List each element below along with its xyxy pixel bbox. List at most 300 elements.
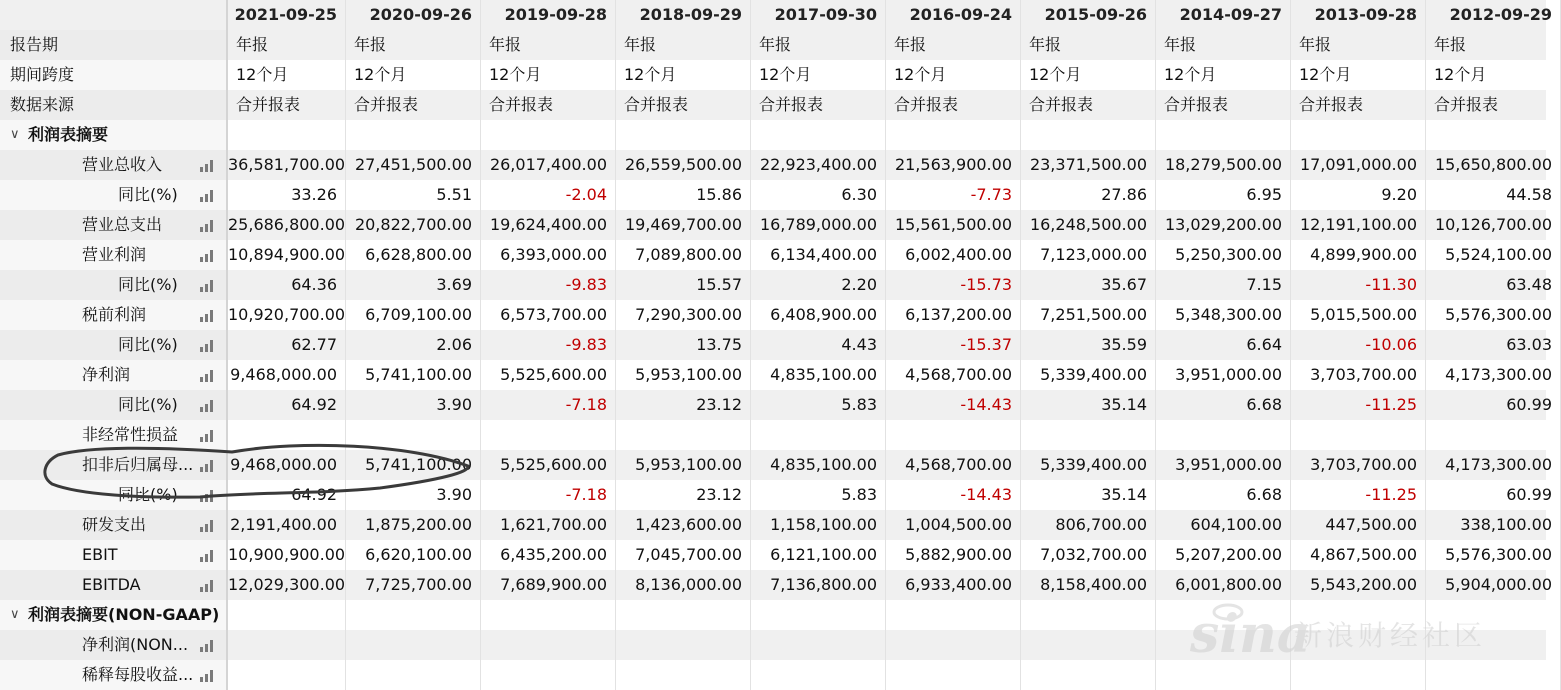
column-header-date[interactable]: 2012-09-29 bbox=[1426, 0, 1561, 30]
table-cell bbox=[481, 420, 616, 450]
table-cell bbox=[481, 600, 616, 630]
table-cell: -11.25 bbox=[1291, 480, 1426, 510]
row-label[interactable] bbox=[0, 150, 228, 180]
table-cell: 年报 bbox=[886, 30, 1021, 60]
row-label[interactable] bbox=[0, 540, 228, 570]
column-header-date[interactable]: 2021-09-25 bbox=[228, 0, 346, 30]
table-cell bbox=[886, 630, 1021, 660]
chevron-down-icon[interactable]: ∨ bbox=[10, 607, 20, 622]
table-cell: 25,686,800.00 bbox=[228, 210, 346, 240]
table-row bbox=[0, 300, 1552, 330]
table-cell: 6,709,100.00 bbox=[346, 300, 481, 330]
table-cell: 4,867,500.00 bbox=[1291, 540, 1426, 570]
table-cell: 10,900,900.00 bbox=[228, 540, 346, 570]
table-cell: 6,393,000.00 bbox=[481, 240, 616, 270]
row-label[interactable] bbox=[0, 120, 228, 150]
table-cell: 10,920,700.00 bbox=[228, 300, 346, 330]
table-cell: 7,290,300.00 bbox=[616, 300, 751, 330]
bar-chart-icon[interactable] bbox=[200, 218, 216, 232]
table-cell: 63.03 bbox=[1426, 330, 1561, 360]
column-header-date[interactable]: 2013-09-28 bbox=[1291, 0, 1426, 30]
table-cell: 合并报表 bbox=[616, 90, 751, 120]
bar-chart-icon[interactable] bbox=[200, 428, 216, 442]
table-cell: 合并报表 bbox=[1426, 90, 1561, 120]
table-cell: 年报 bbox=[1291, 30, 1426, 60]
table-cell: 447,500.00 bbox=[1291, 510, 1426, 540]
table-cell: 6,134,400.00 bbox=[751, 240, 886, 270]
table-cell: 15,561,500.00 bbox=[886, 210, 1021, 240]
table-cell: 6.64 bbox=[1156, 330, 1291, 360]
table-cell bbox=[228, 420, 346, 450]
table-cell: 7,045,700.00 bbox=[616, 540, 751, 570]
row-label-text: 税前利润 bbox=[82, 305, 147, 324]
table-cell: 5,953,100.00 bbox=[616, 360, 751, 390]
table-cell: 3,703,700.00 bbox=[1291, 450, 1426, 480]
table-cell: 35.59 bbox=[1021, 330, 1156, 360]
row-label[interactable] bbox=[0, 360, 228, 390]
table-cell: 4,173,300.00 bbox=[1426, 360, 1561, 390]
table-row bbox=[0, 480, 1552, 510]
table-cell: 年报 bbox=[481, 30, 616, 60]
table-cell: 64.92 bbox=[228, 390, 346, 420]
table-cell: 合并报表 bbox=[346, 90, 481, 120]
table-cell: 7,725,700.00 bbox=[346, 570, 481, 600]
table-cell: 6,137,200.00 bbox=[886, 300, 1021, 330]
table-cell: 64.92 bbox=[228, 480, 346, 510]
table-cell: -2.04 bbox=[481, 180, 616, 210]
table-cell: 16,248,500.00 bbox=[1021, 210, 1156, 240]
table-cell: 13,029,200.00 bbox=[1156, 210, 1291, 240]
table-cell: 19,469,700.00 bbox=[616, 210, 751, 240]
header-corner bbox=[0, 0, 228, 30]
bar-chart-icon[interactable] bbox=[200, 308, 216, 322]
row-label-text: 同比(%) bbox=[118, 395, 178, 414]
table-cell: 合并报表 bbox=[886, 90, 1021, 120]
table-cell: 60.99 bbox=[1426, 390, 1561, 420]
table-cell: 4.43 bbox=[751, 330, 886, 360]
table-cell: 15.86 bbox=[616, 180, 751, 210]
table-cell: 5,339,400.00 bbox=[1021, 450, 1156, 480]
row-label[interactable] bbox=[0, 660, 228, 690]
column-header-date[interactable]: 2018-09-29 bbox=[616, 0, 751, 30]
table-cell: 6,001,800.00 bbox=[1156, 570, 1291, 600]
table-cell: 4,835,100.00 bbox=[751, 360, 886, 390]
row-label-text: 报告期 bbox=[10, 35, 59, 54]
table-row bbox=[0, 150, 1552, 180]
table-cell: 7,689,900.00 bbox=[481, 570, 616, 600]
table-cell: 16,789,000.00 bbox=[751, 210, 886, 240]
table-cell: 6.68 bbox=[1156, 480, 1291, 510]
table-cell: 12个月 bbox=[481, 60, 616, 90]
table-cell bbox=[1291, 420, 1426, 450]
row-label-text: 同比(%) bbox=[118, 275, 178, 294]
row-label[interactable] bbox=[0, 510, 228, 540]
bar-chart-icon[interactable] bbox=[200, 578, 216, 592]
bar-chart-icon[interactable] bbox=[200, 518, 216, 532]
sina-watermark bbox=[1186, 600, 1506, 670]
table-cell: 4,568,700.00 bbox=[886, 450, 1021, 480]
table-cell: 15.57 bbox=[616, 270, 751, 300]
table-row bbox=[0, 240, 1552, 270]
table-cell: 6,435,200.00 bbox=[481, 540, 616, 570]
table-cell: 3.69 bbox=[346, 270, 481, 300]
table-cell bbox=[228, 120, 346, 150]
table-cell: 7,136,800.00 bbox=[751, 570, 886, 600]
table-cell: 604,100.00 bbox=[1156, 510, 1291, 540]
table-cell bbox=[616, 600, 751, 630]
table-cell bbox=[346, 420, 481, 450]
table-cell: 6,628,800.00 bbox=[346, 240, 481, 270]
table-row bbox=[0, 330, 1552, 360]
table-cell: 18,279,500.00 bbox=[1156, 150, 1291, 180]
table-cell: 64.36 bbox=[228, 270, 346, 300]
row-label-text: 净利润(NON... bbox=[82, 635, 189, 654]
table-cell bbox=[616, 420, 751, 450]
table-cell bbox=[751, 630, 886, 660]
table-row bbox=[0, 420, 1546, 450]
column-header-row bbox=[0, 0, 1552, 30]
row-label-text: EBITDA bbox=[82, 575, 141, 594]
table-cell: 5,207,200.00 bbox=[1156, 540, 1291, 570]
table-row bbox=[0, 210, 1552, 240]
watermark-text: 新浪财经社区 bbox=[1294, 619, 1487, 652]
table-row bbox=[0, 510, 1552, 540]
row-label[interactable] bbox=[0, 210, 228, 240]
bar-chart-icon[interactable] bbox=[200, 398, 216, 412]
column-header-date[interactable]: 2014-09-27 bbox=[1156, 0, 1291, 30]
table-cell: 5.83 bbox=[751, 390, 886, 420]
table-cell: 26,017,400.00 bbox=[481, 150, 616, 180]
table-cell: -9.83 bbox=[481, 330, 616, 360]
table-cell: -9.83 bbox=[481, 270, 616, 300]
table-cell: 6,002,400.00 bbox=[886, 240, 1021, 270]
bar-chart-icon[interactable] bbox=[200, 248, 216, 262]
row-label-text: 稀释每股收益... bbox=[82, 665, 194, 684]
row-label[interactable] bbox=[0, 570, 228, 600]
table-cell: -11.25 bbox=[1291, 390, 1426, 420]
table-cell: 12,191,100.00 bbox=[1291, 210, 1426, 240]
table-cell: 合并报表 bbox=[481, 90, 616, 120]
table-cell: 年报 bbox=[228, 30, 346, 60]
table-cell bbox=[616, 630, 751, 660]
row-label[interactable] bbox=[0, 600, 228, 630]
table-cell: 年报 bbox=[1426, 30, 1561, 60]
table-cell: 12,029,300.00 bbox=[228, 570, 346, 600]
table-cell: 12个月 bbox=[346, 60, 481, 90]
table-cell: -15.73 bbox=[886, 270, 1021, 300]
table-cell bbox=[1021, 630, 1156, 660]
table-cell bbox=[228, 630, 346, 660]
table-cell bbox=[751, 120, 886, 150]
table-cell: 1,004,500.00 bbox=[886, 510, 1021, 540]
svg-text:sina: sina bbox=[1190, 604, 1311, 665]
table-cell bbox=[1156, 120, 1291, 150]
table-cell bbox=[346, 600, 481, 630]
row-label[interactable] bbox=[0, 300, 228, 330]
bar-chart-icon[interactable] bbox=[200, 548, 216, 562]
table-cell: 合并报表 bbox=[1156, 90, 1291, 120]
table-cell: 9.20 bbox=[1291, 180, 1426, 210]
table-cell: 806,700.00 bbox=[1021, 510, 1156, 540]
row-label[interactable] bbox=[0, 30, 228, 60]
table-cell bbox=[1021, 120, 1156, 150]
table-cell: 60.99 bbox=[1426, 480, 1561, 510]
table-cell bbox=[346, 660, 481, 690]
table-cell: 5,015,500.00 bbox=[1291, 300, 1426, 330]
table-cell: 23,371,500.00 bbox=[1021, 150, 1156, 180]
table-cell: 10,126,700.00 bbox=[1426, 210, 1561, 240]
table-cell bbox=[1156, 420, 1291, 450]
table-cell: 36,581,700.00 bbox=[228, 150, 346, 180]
table-cell: 5,543,200.00 bbox=[1291, 570, 1426, 600]
table-cell: 13.75 bbox=[616, 330, 751, 360]
section-row bbox=[0, 120, 1546, 150]
row-label-text: 非经常性损益 bbox=[82, 425, 179, 444]
table-cell: 3,703,700.00 bbox=[1291, 360, 1426, 390]
table-cell bbox=[1021, 660, 1156, 690]
table-cell: 19,624,400.00 bbox=[481, 210, 616, 240]
table-cell: -15.37 bbox=[886, 330, 1021, 360]
table-cell: 44.58 bbox=[1426, 180, 1561, 210]
table-row bbox=[0, 180, 1552, 210]
table-cell bbox=[481, 120, 616, 150]
row-label-text: EBIT bbox=[82, 545, 118, 564]
row-label-text: 同比(%) bbox=[118, 185, 178, 204]
table-cell: 合并报表 bbox=[1021, 90, 1156, 120]
table-cell: 3,951,000.00 bbox=[1156, 360, 1291, 390]
table-cell bbox=[751, 420, 886, 450]
row-label-text: 营业总支出 bbox=[82, 215, 163, 234]
table-cell: 6,933,400.00 bbox=[886, 570, 1021, 600]
row-label[interactable] bbox=[0, 90, 228, 120]
table-cell: 35.67 bbox=[1021, 270, 1156, 300]
row-label-text: 利润表摘要 bbox=[28, 125, 109, 144]
table-cell: 7,089,800.00 bbox=[616, 240, 751, 270]
table-cell: 3,951,000.00 bbox=[1156, 450, 1291, 480]
table-cell: 6.95 bbox=[1156, 180, 1291, 210]
table-cell: 年报 bbox=[346, 30, 481, 60]
table-cell: 21,563,900.00 bbox=[886, 150, 1021, 180]
table-cell: -7.73 bbox=[886, 180, 1021, 210]
table-cell bbox=[751, 600, 886, 630]
bar-chart-icon[interactable] bbox=[200, 458, 216, 472]
table-cell: 27.86 bbox=[1021, 180, 1156, 210]
table-cell: 2.20 bbox=[751, 270, 886, 300]
table-cell: 12个月 bbox=[1291, 60, 1426, 90]
table-cell: 3.90 bbox=[346, 390, 481, 420]
table-cell bbox=[1426, 420, 1561, 450]
table-cell: 5,741,100.00 bbox=[346, 450, 481, 480]
table-cell: 6.30 bbox=[751, 180, 886, 210]
table-cell: 8,158,400.00 bbox=[1021, 570, 1156, 600]
row-label[interactable] bbox=[0, 270, 228, 300]
table-cell: -7.18 bbox=[481, 480, 616, 510]
table-cell: 4,835,100.00 bbox=[751, 450, 886, 480]
table-cell: 6,573,700.00 bbox=[481, 300, 616, 330]
table-cell: -11.30 bbox=[1291, 270, 1426, 300]
table-cell: 4,899,900.00 bbox=[1291, 240, 1426, 270]
table-cell: 12个月 bbox=[1156, 60, 1291, 90]
table-cell: 年报 bbox=[616, 30, 751, 60]
table-cell: 63.48 bbox=[1426, 270, 1561, 300]
table-cell: 27,451,500.00 bbox=[346, 150, 481, 180]
table-cell bbox=[751, 660, 886, 690]
table-cell: 5.51 bbox=[346, 180, 481, 210]
column-header-date[interactable]: 2019-09-28 bbox=[481, 0, 616, 30]
row-label[interactable] bbox=[0, 330, 228, 360]
row-label[interactable] bbox=[0, 60, 228, 90]
table-cell: 5.83 bbox=[751, 480, 886, 510]
table-cell: 20,822,700.00 bbox=[346, 210, 481, 240]
table-cell: 7,251,500.00 bbox=[1021, 300, 1156, 330]
table-row bbox=[0, 270, 1552, 300]
table-cell: 年报 bbox=[751, 30, 886, 60]
table-cell: 26,559,500.00 bbox=[616, 150, 751, 180]
table-cell bbox=[481, 630, 616, 660]
table-cell: 17,091,000.00 bbox=[1291, 150, 1426, 180]
column-header-date[interactable]: 2020-09-26 bbox=[346, 0, 481, 30]
table-cell bbox=[1426, 120, 1561, 150]
table-cell bbox=[886, 600, 1021, 630]
table-cell: 15,650,800.00 bbox=[1426, 150, 1561, 180]
bar-chart-icon[interactable] bbox=[200, 338, 216, 352]
chevron-down-icon[interactable]: ∨ bbox=[10, 127, 20, 142]
table-row bbox=[0, 450, 1552, 480]
column-header-date[interactable]: 2015-09-26 bbox=[1021, 0, 1156, 30]
table-cell: 1,423,600.00 bbox=[616, 510, 751, 540]
row-label-text: 期间跨度 bbox=[10, 65, 75, 84]
table-cell: 12个月 bbox=[751, 60, 886, 90]
bar-chart-icon[interactable] bbox=[200, 368, 216, 382]
table-cell: 1,158,100.00 bbox=[751, 510, 886, 540]
table-cell: 12个月 bbox=[886, 60, 1021, 90]
table-cell: 年报 bbox=[1156, 30, 1291, 60]
table-cell bbox=[616, 120, 751, 150]
bar-chart-icon[interactable] bbox=[200, 158, 216, 172]
table-cell: 5,576,300.00 bbox=[1426, 540, 1561, 570]
table-cell: 5,953,100.00 bbox=[616, 450, 751, 480]
table-cell bbox=[886, 120, 1021, 150]
table-cell: 5,524,100.00 bbox=[1426, 240, 1561, 270]
table-cell: 6,121,100.00 bbox=[751, 540, 886, 570]
table-cell bbox=[228, 600, 346, 630]
table-cell: 年报 bbox=[1021, 30, 1156, 60]
table-cell: 合并报表 bbox=[1291, 90, 1426, 120]
table-cell: 12个月 bbox=[616, 60, 751, 90]
table-cell: 合并报表 bbox=[751, 90, 886, 120]
table-row bbox=[0, 540, 1552, 570]
table-cell: 12个月 bbox=[1426, 60, 1561, 90]
table-cell: 2.06 bbox=[346, 330, 481, 360]
table-cell: 8,136,000.00 bbox=[616, 570, 751, 600]
table-cell: 338,100.00 bbox=[1426, 510, 1561, 540]
row-label-text: 研发支出 bbox=[82, 515, 147, 534]
table-cell: 7.15 bbox=[1156, 270, 1291, 300]
table-cell: 5,348,300.00 bbox=[1156, 300, 1291, 330]
bar-chart-icon[interactable] bbox=[200, 188, 216, 202]
table-cell bbox=[886, 420, 1021, 450]
table-cell: 2,191,400.00 bbox=[228, 510, 346, 540]
table-cell: 5,882,900.00 bbox=[886, 540, 1021, 570]
bar-chart-icon[interactable] bbox=[200, 668, 216, 682]
table-cell bbox=[1021, 420, 1156, 450]
table-cell bbox=[346, 630, 481, 660]
row-label-text: 同比(%) bbox=[118, 485, 178, 504]
row-label[interactable] bbox=[0, 240, 228, 270]
table-row bbox=[0, 390, 1552, 420]
column-header-date[interactable]: 2017-09-30 bbox=[751, 0, 886, 30]
table-cell: 7,032,700.00 bbox=[1021, 540, 1156, 570]
table-cell: 23.12 bbox=[616, 390, 751, 420]
row-label[interactable] bbox=[0, 420, 228, 450]
table-cell: 合并报表 bbox=[228, 90, 346, 120]
row-label[interactable] bbox=[0, 480, 228, 510]
table-cell: 5,576,300.00 bbox=[1426, 300, 1561, 330]
sina-logo bbox=[1186, 600, 1311, 666]
bar-chart-icon[interactable] bbox=[200, 638, 216, 652]
column-header-date[interactable]: 2016-09-24 bbox=[886, 0, 1021, 30]
table-cell: 35.14 bbox=[1021, 480, 1156, 510]
table-cell: 6,408,900.00 bbox=[751, 300, 886, 330]
bar-chart-icon[interactable] bbox=[200, 278, 216, 292]
table-cell: 62.77 bbox=[228, 330, 346, 360]
bar-chart-icon[interactable] bbox=[200, 488, 216, 502]
table-cell: -7.18 bbox=[481, 390, 616, 420]
table-cell: 6,620,100.00 bbox=[346, 540, 481, 570]
table-cell: 1,621,700.00 bbox=[481, 510, 616, 540]
table-cell: 1,875,200.00 bbox=[346, 510, 481, 540]
table-cell bbox=[346, 120, 481, 150]
table-cell: -14.43 bbox=[886, 390, 1021, 420]
table-row bbox=[0, 360, 1552, 390]
row-label[interactable] bbox=[0, 180, 228, 210]
row-label[interactable] bbox=[0, 630, 228, 660]
table-cell: 10,894,900.00 bbox=[228, 240, 346, 270]
table-cell: 23.12 bbox=[616, 480, 751, 510]
table-cell: 9,468,000.00 bbox=[228, 450, 346, 480]
table-cell: -10.06 bbox=[1291, 330, 1426, 360]
table-cell bbox=[616, 660, 751, 690]
table-cell bbox=[1021, 600, 1156, 630]
table-cell: 6.68 bbox=[1156, 390, 1291, 420]
table-cell: 5,250,300.00 bbox=[1156, 240, 1291, 270]
row-label-text: 扣非后归属母... bbox=[82, 455, 194, 474]
table-cell bbox=[886, 660, 1021, 690]
table-cell: 5,904,000.00 bbox=[1426, 570, 1561, 600]
table-cell bbox=[228, 660, 346, 690]
table-cell: 4,568,700.00 bbox=[886, 360, 1021, 390]
table-cell: 7,123,000.00 bbox=[1021, 240, 1156, 270]
row-label-text: 净利润 bbox=[82, 365, 131, 384]
table-cell: 33.26 bbox=[228, 180, 346, 210]
table-row bbox=[0, 60, 1546, 90]
table-cell: 22,923,400.00 bbox=[751, 150, 886, 180]
row-label-text: 营业利润 bbox=[82, 245, 147, 264]
table-cell: 12个月 bbox=[1021, 60, 1156, 90]
table-cell: 5,525,600.00 bbox=[481, 450, 616, 480]
table-cell: 4,173,300.00 bbox=[1426, 450, 1561, 480]
table-cell: -14.43 bbox=[886, 480, 1021, 510]
table-row bbox=[0, 30, 1546, 60]
table-cell: 5,741,100.00 bbox=[346, 360, 481, 390]
table-row bbox=[0, 90, 1546, 120]
table-row bbox=[0, 570, 1552, 600]
row-label[interactable] bbox=[0, 450, 228, 480]
row-label-text: 利润表摘要(NON-GAAP) bbox=[28, 605, 220, 624]
row-label[interactable] bbox=[0, 390, 228, 420]
table-cell: 35.14 bbox=[1021, 390, 1156, 420]
table-cell: 3.90 bbox=[346, 480, 481, 510]
